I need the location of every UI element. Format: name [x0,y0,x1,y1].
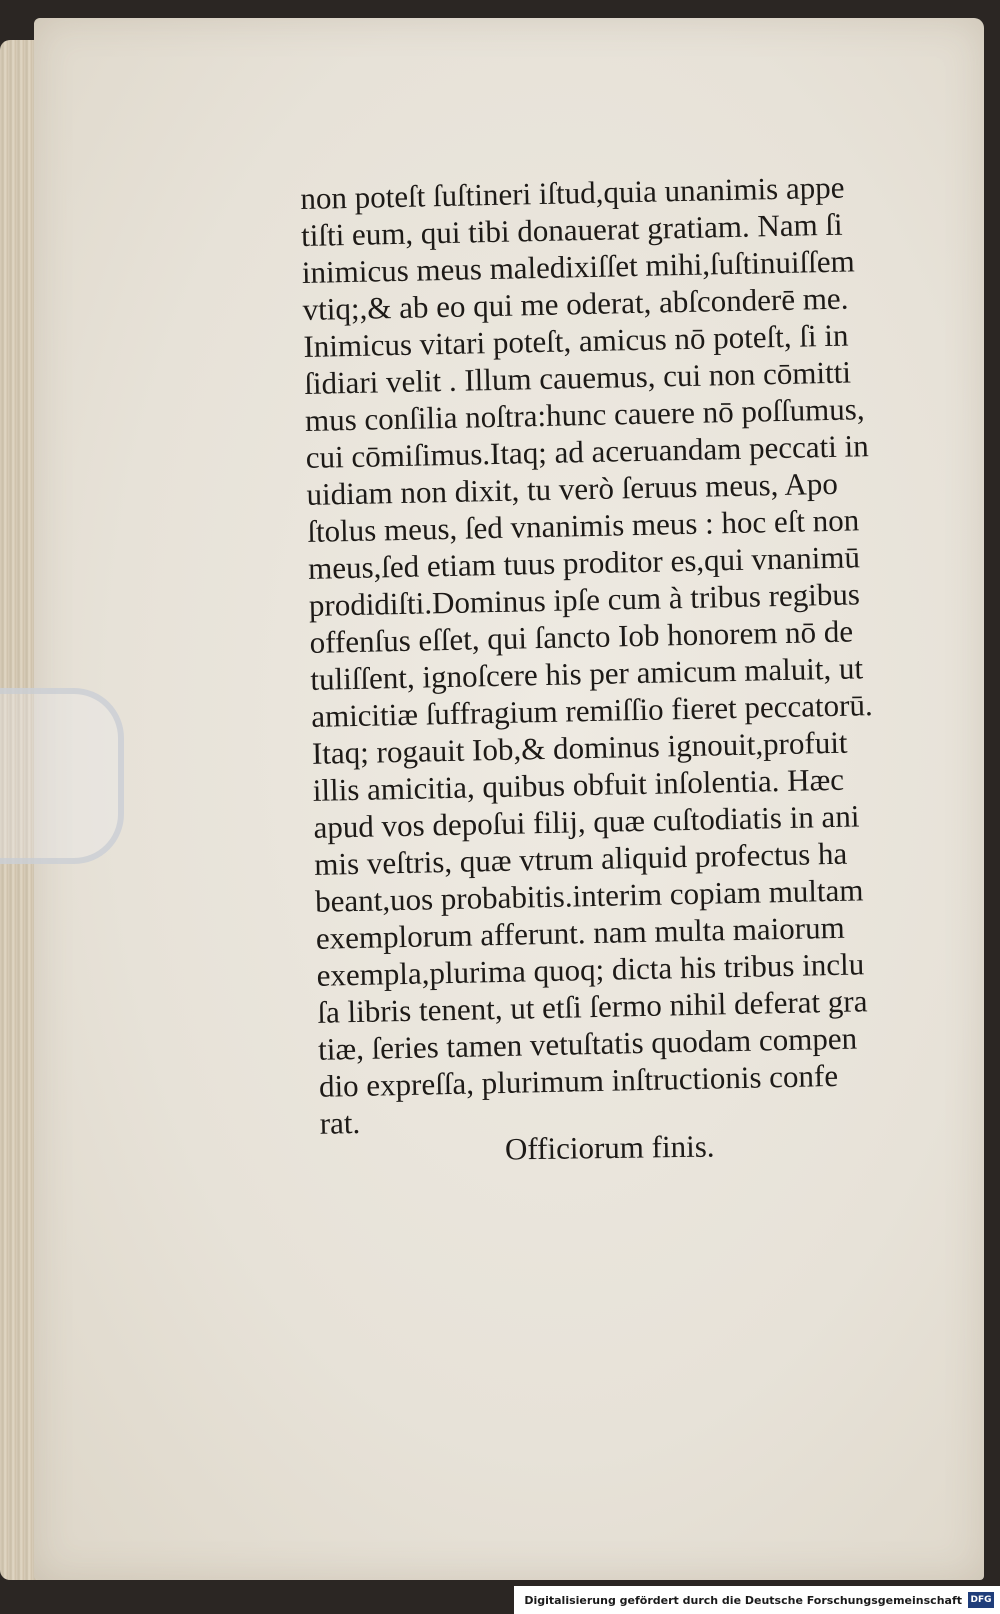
text-line: dio expreſſa, plurimum inſtructionis confe [318,1057,839,1104]
text-line: cui cōmiſimus.Itaq; ad aceruandam peccati in [305,428,869,475]
digitization-credit-footer [514,1586,1000,1614]
credit-text: Digitalisierung gefördert durch die Deutsche Forschungsgemeinschaft [524,1593,962,1607]
text-line: offenſus eſſet, qui ſancto Iob honorem nō de [309,613,854,660]
text-line: apud vos depoſui filij, quæ cuſtodiatis in ani [313,798,860,845]
text-line: tiſti eum, qui tibi donauerat gratiam. Nam ſi [300,206,843,253]
text-line: non poteſt ſuſtineri iſtud,quia unanimis appe [300,169,845,216]
text-line: beant,uos probabitis.interim copiam multam [314,872,864,919]
text-line: tiæ, ſeries tamen vetuſtatis quodam compen [317,1020,858,1067]
dfg-logo: DFG [968,1592,994,1608]
text-line: illis amicitia, quibus obfuit inſolentia. Hæc [312,761,845,808]
text-line: meus,ſed etiam tuus proditor es,qui vnanimū [307,539,861,586]
text-line: tuliſſent, ignoſcere his per amicum maluit, ut [310,650,864,697]
text-line: ſidiari velit . Illum cauemus, cui non cōmitti [303,354,852,401]
text-line: exempla,plurima quoq; dicta his tribus inclu [316,946,865,993]
text-line: Itaq; rogauit Iob,& dominus ignouit,profuit [311,724,848,771]
text-line: ſtolus meus, ſed vnanimis meus : hoc eſt non [306,502,860,549]
text-line: rat. [319,1104,361,1141]
text-line: exemplorum afferunt. nam multa maiorum [315,909,846,956]
text-line: amicitiæ ſuffragium remiſſio fieret peccatorū. [310,687,874,734]
body-text [300,166,990,1142]
text-line: Inimicus vitari poteſt, amicus nō poteſt, ſi in [303,317,849,364]
text-line: uidiam non dixit, tu verò ſeruus meus, Apo [306,465,839,512]
text-line: mis veſtris, quæ vtrum aliquid profectus ha [313,835,848,882]
text-line: vtiq;,& ab eo qui me oderat, abſconderē me. [302,280,849,327]
page-clip-holder [0,688,124,864]
text-line: prodidiſti.Dominus ipſe cum à tribus regibus [308,576,861,623]
colophon: Officiorum finis. [504,1128,715,1167]
text-line: mus conſilia noſtra:hunc cauere nō poſſumus, [304,391,865,438]
text-line: ſa libris tenent, ut etſi ſermo nihil deferat gra [317,983,868,1030]
text-line: inimicus meus maledixiſſet mihi,ſuſtinuiſſem [301,243,855,290]
